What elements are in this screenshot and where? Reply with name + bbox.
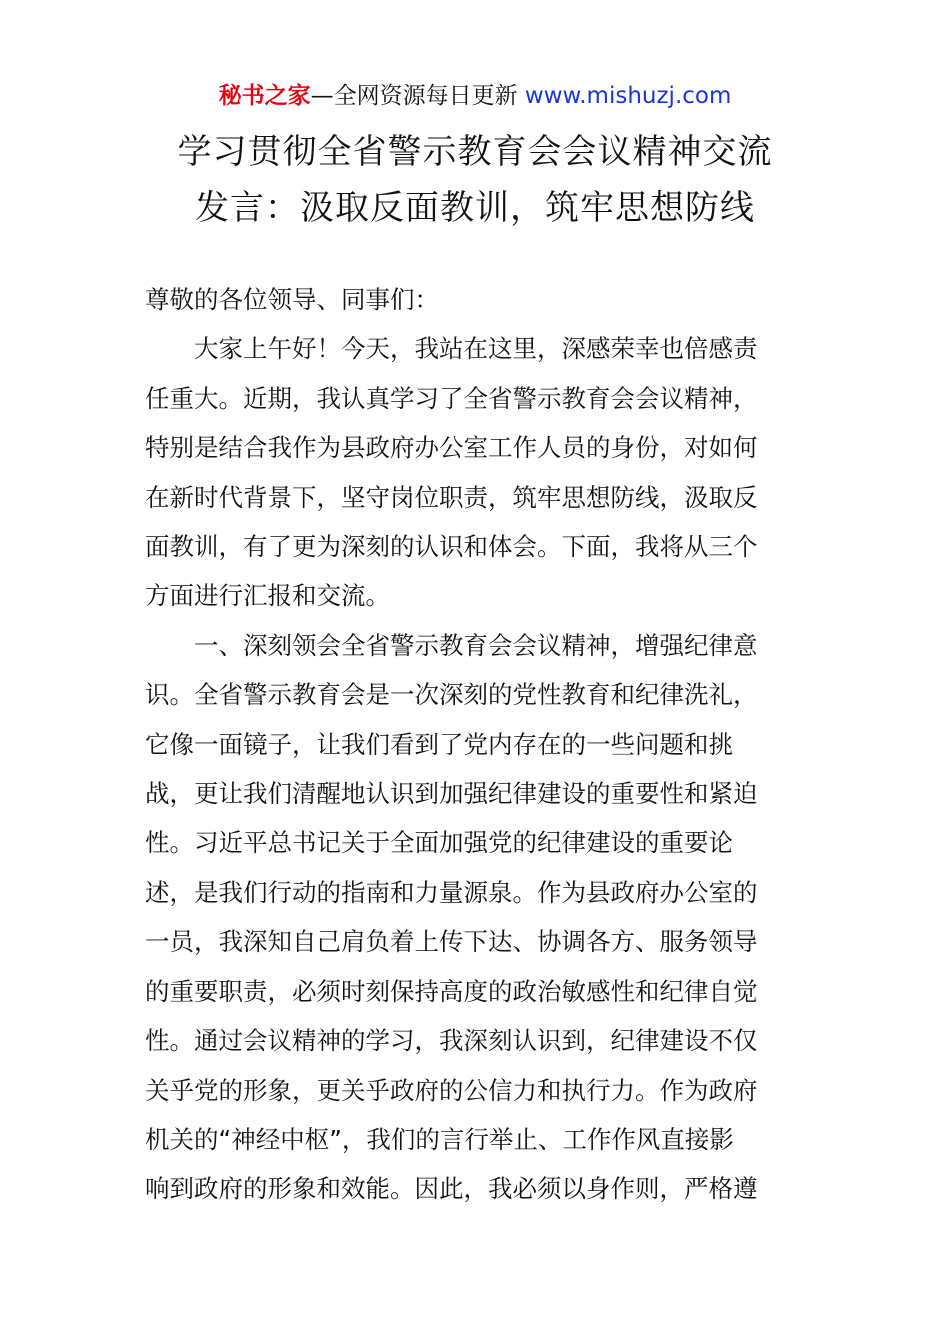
text-line: 任重大。近期，我认真学习了全省警示教育会会议精神， — [145, 383, 758, 413]
text-line: 性。通过会议精神的学习，我深刻认识到，纪律建设不仅 — [145, 1026, 758, 1056]
text-line: 战，更让我们清醒地认识到加强纪律建设的重要性和紧迫 — [145, 779, 758, 809]
text-line: 大家上午好！今天，我站在这里，深感荣幸也倍感责 — [194, 334, 758, 364]
text-line: 识。全省警示教育会是一次深刻的党性教育和纪律洗礼， — [145, 680, 758, 710]
text-line: 面教训，有了更为深刻的认识和体会。下面，我将从三个 — [145, 532, 758, 562]
text-line: 性。习近平总书记关于全面加强党的纪律建设的重要论 — [145, 828, 733, 858]
text-line: 一、深刻领会全省警示教育会会议精神，增强纪律意 — [194, 630, 758, 660]
paragraph — [145, 621, 807, 1214]
text-line: 在新时代背景下，坚守岗位职责，筑牢思想防线，汲取反 — [145, 482, 758, 512]
text-line: 关乎党的形象，更关乎政府的公信力和执行力。作为政府 — [145, 1075, 758, 1105]
document-body — [145, 275, 807, 1214]
site-brand: 秘书之家 — [218, 83, 311, 109]
text-line: 特别是结合我作为县政府办公室工作人员的身份，对如何 — [145, 433, 758, 463]
text-line: 述，是我们行动的指南和力量源泉。作为县政府办公室的 — [145, 877, 758, 907]
paragraph — [145, 324, 807, 620]
site-url-link[interactable]: www.mishuzj.com — [524, 83, 732, 109]
text-line: 它像一面镜子，让我们看到了党内存在的一些问题和挑 — [145, 729, 733, 759]
text-line: 的重要职责，必须时刻保持高度的政治敏感性和纪律自觉 — [145, 976, 758, 1006]
site-header — [0, 80, 950, 112]
text-line: 机关的“神经中枢”，我们的言行举止、工作作风直接影 — [145, 1124, 734, 1154]
text-line: 方面进行汇报和交流。 — [145, 581, 390, 611]
text-line: 响到政府的形象和效能。因此，我必须以身作则，严格遵 — [145, 1174, 758, 1204]
text-line: 一员，我深知自己肩负着上传下达、协调各方、服务领导 — [145, 927, 758, 957]
site-tagline: —全网资源每日更新 — [310, 83, 525, 109]
document-title — [0, 124, 950, 236]
salutation: 尊敬的各位领导、同事们： — [145, 285, 439, 314]
title-line: 学习贯彻全省警示教育会会议精神交流 — [177, 132, 773, 172]
title-line: 发言：汲取反面教训，筑牢思想防线 — [195, 188, 755, 228]
